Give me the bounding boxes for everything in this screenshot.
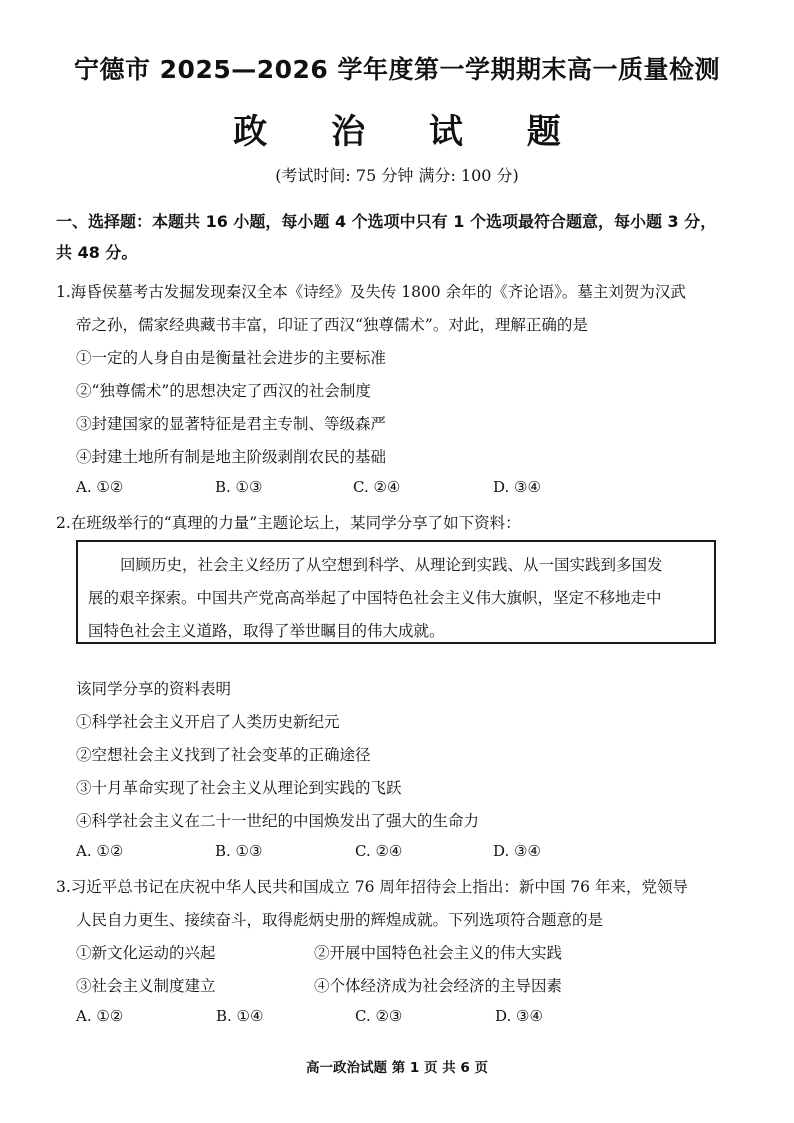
question-3-stem-line-2: 人民自力更生、接续奋斗，取得彪炳史册的辉煌成就。下列选项符合题意的是: [76, 911, 604, 929]
material-line-3: 国特色社会主义道路，取得了举世瞩目的伟大成就。: [88, 622, 445, 640]
subject-title: 政 治 试 题: [233, 112, 587, 152]
question-3-option-a: A. ①②: [76, 1007, 124, 1025]
question-3-item-4: ④个体经济成为社会经济的主导因素: [314, 977, 563, 995]
exam-info: (考试时间: 75 分钟 满分: 100 分): [275, 166, 519, 185]
question-2-item-4: ④科学社会主义在二十一世纪的中国焕发出了强大的生命力: [76, 812, 480, 830]
exam-header-title: 宁德市 2025—2026 学年度第一学期期末高一质量检测: [73, 55, 721, 84]
question-2-stem-text: 在班级举行的“真理的力量”主题论坛上，某同学分享了如下资料：: [70, 514, 521, 532]
question-1-option-a: A. ①②: [76, 478, 124, 496]
question-1-item-2: ②“独尊儒术”的思想决定了西汉的社会制度: [76, 382, 371, 400]
section-heading: [56, 206, 746, 268]
question-3-item-3: ③社会主义制度建立: [76, 977, 216, 995]
question-2-stem-line-1: [56, 511, 521, 533]
question-3-number: 3.: [56, 878, 71, 896]
question-3-stem-text: 习近平总书记在庆祝中华人民共和国成立 76 周年招待会上指出：新中国 76 年来，党领导: [70, 878, 688, 896]
question-2-item-3: ③十月革命实现了社会主义从理论到实践的飞跃: [76, 779, 402, 797]
question-2-item-1: ①科学社会主义开启了人类历史新纪元: [76, 713, 340, 731]
question-3-option-c: C. ②③: [355, 1007, 403, 1025]
question-1-stem-text: 海昏侯墓考古发掘发现秦汉全本《诗经》及失传 1800 余年的《齐论语》。墓主刘贺为汉武: [70, 283, 686, 301]
question-2-option-a: A. ①②: [76, 842, 124, 860]
question-1-item-3: ③封建国家的显著特征是君主专制、等级森严: [76, 415, 387, 433]
material-line-1: 回顾历史，社会主义经历了从空想到科学、从理论到实践、从一国实践到多国发: [120, 556, 663, 574]
question-3-option-b: B. ①④: [216, 1007, 264, 1025]
question-1-item-4: ④封建土地所有制是地主阶级剥削农民的基础: [76, 448, 387, 466]
question-3-item-1: ①新文化运动的兴起: [76, 944, 216, 962]
section-heading-line-1: 一、选择题：本题共 16 小题，每小题 4 个选项中只有 1 个选项最符合题意，每小题 3 分，: [56, 212, 717, 231]
question-2-option-c: C. ②④: [355, 842, 403, 860]
material-line-2: 展的艰辛探索。中国共产党高高举起了中国特色社会主义伟大旗帜，坚定不移地走中: [88, 589, 662, 607]
question-2-prompt: 该同学分享的资料表明: [76, 680, 232, 698]
question-1-stem-line-2: 帝之孙，儒家经典藏书丰富，印证了西汉“独尊儒术”。对此，理解正确的是: [76, 316, 588, 334]
question-2-item-2: ②空想社会主义找到了社会变革的正确途径: [76, 746, 371, 764]
question-2-option-d: D. ③④: [493, 842, 541, 860]
question-1-option-b: B. ①③: [215, 478, 263, 496]
question-2-option-b: B. ①③: [215, 842, 263, 860]
question-2-number: 2.: [56, 514, 71, 532]
question-1-option-c: C. ②④: [353, 478, 401, 496]
question-1-stem-line-1: [56, 280, 686, 302]
question-3-item-2: ②开展中国特色社会主义的伟大实践: [314, 944, 563, 962]
question-1-item-1: ①一定的人身自由是衡量社会进步的主要标准: [76, 349, 387, 367]
question-3-option-d: D. ③④: [495, 1007, 543, 1025]
question-1-number: 1.: [56, 283, 71, 301]
question-1-option-d: D. ③④: [493, 478, 541, 496]
section-heading-line-2: 共 48 分。: [56, 243, 138, 262]
page-footer: 高一政治试题 第 1 页 共 6 页: [306, 1060, 488, 1076]
question-3-stem-line-1: [56, 875, 688, 897]
